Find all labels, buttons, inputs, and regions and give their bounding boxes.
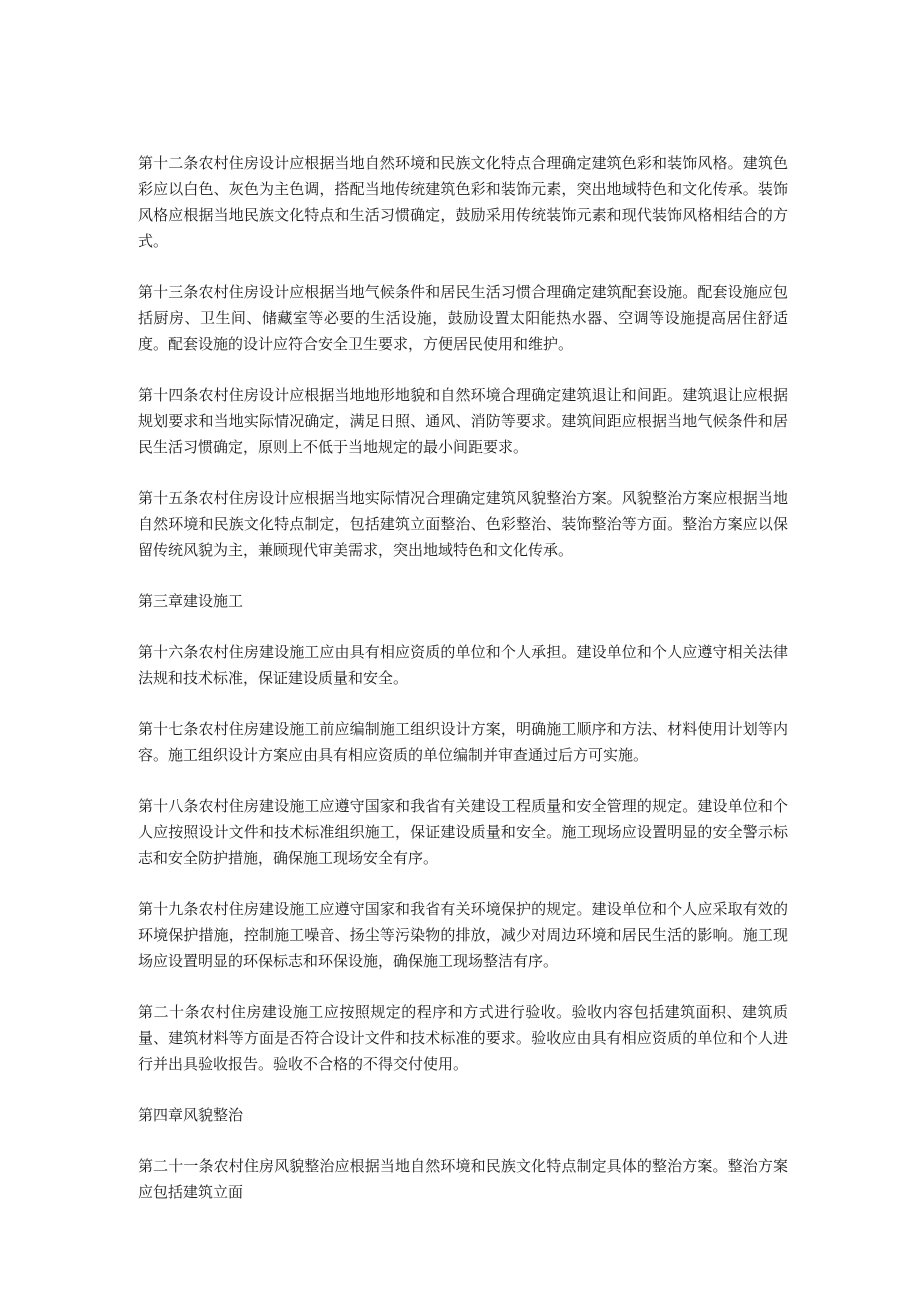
article-16-paragraph: 第十六条农村住房建设施工应由具有相应资质的单位和个人承担。建设单位和个人应遵守相关法律法规和技术标准，保证建设质量和安全。 bbox=[138, 643, 788, 687]
article-19-paragraph: 第十九条农村住房建设施工应遵守国家和我省有关环境保护的规定。建设单位和个人应采取有效的环境保护措施，控制施工噪音、扬尘等污染物的排放，减少对周边环境和居民生活的影响。施工现场应设置明显的环保标志和环保设施，确保施工现场整洁有序。 bbox=[138, 900, 788, 970]
article-20-paragraph: 第二十条农村住房建设施工应按照规定的程序和方式进行验收。验收内容包括建筑面积、建筑质量、建筑材料等方面是否符合设计文件和技术标准的要求。验收应由具有相应资质的单位和个人进行并出具验收报告。验收不合格的不得交付使用。 bbox=[138, 1003, 788, 1073]
chapter-4-heading: 第四章风貌整治 bbox=[138, 1106, 244, 1124]
article-15-paragraph: 第十五条农村住房设计应根据当地实际情况合理确定建筑风貌整治方案。风貌整治方案应根据当地自然环境和民族文化特点制定，包括建筑立面整治、色彩整治、装饰整治等方面。整治方案应以保留传统风貌为主，兼顾现代审美需求，突出地域特色和文化传承。 bbox=[138, 489, 788, 559]
article-17-paragraph: 第十七条农村住房建设施工前应编制施工组织设计方案，明确施工顺序和方法、材料使用计划等内容。施工组织设计方案应由具有相应资质的单位编制并审查通过后方可实施。 bbox=[138, 720, 788, 764]
article-14-paragraph: 第十四条农村住房设计应根据当地地形地貌和自然环境合理确定建筑退让和间距。建筑退让应根据规划要求和当地实际情况确定，满足日照、通风、消防等要求。建筑间距应根据当地气候条件和居民生活习惯确定，原则上不低于当地规定的最小间距要求。 bbox=[138, 386, 788, 456]
article-18-paragraph: 第十八条农村住房建设施工应遵守国家和我省有关建设工程质量和安全管理的规定。建设单位和个人应按照设计文件和技术标准组织施工，保证建设质量和安全。施工现场应设置明显的安全警示标志和安全防护措施，确保施工现场安全有序。 bbox=[138, 797, 788, 867]
document-page bbox=[138, 150, 788, 1230]
article-13-paragraph: 第十三条农村住房设计应根据当地气候条件和居民生活习惯合理确定建筑配套设施。配套设施应包括厨房、卫生间、储藏室等必要的生活设施，鼓励设置太阳能热水器、空调等设施提高居住舒适度。配套设施的设计应符合安全卫生要求，方便居民使用和维护。 bbox=[138, 283, 788, 353]
article-12-paragraph: 第十二条农村住房设计应根据当地自然环境和民族文化特点合理确定建筑色彩和装饰风格。建筑色彩应以白色、灰色为主色调，搭配当地传统建筑色彩和装饰元素，突出地域特色和文化传承。装饰风格应根据当地民族文化特点和生活习惯确定，鼓励采用传统装饰元素和现代装饰风格相结合的方式。 bbox=[138, 154, 788, 250]
chapter-3-heading: 第三章建设施工 bbox=[138, 592, 244, 610]
article-21-paragraph: 第二十一条农村住房风貌整治应根据当地自然环境和民族文化特点制定具体的整治方案。整治方案应包括建筑立面 bbox=[138, 1157, 788, 1201]
